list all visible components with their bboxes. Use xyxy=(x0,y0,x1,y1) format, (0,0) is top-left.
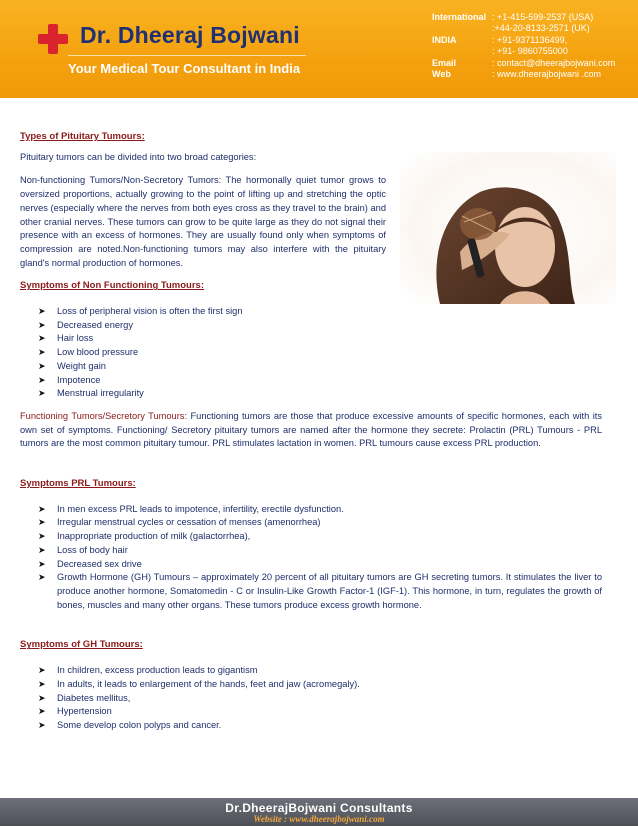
arrow-bullet-icon: ➤ xyxy=(38,706,46,717)
list-item: ➤ Decreased energy xyxy=(38,319,602,333)
arrow-bullet-icon: ➤ xyxy=(38,692,46,703)
arrow-bullet-icon: ➤ xyxy=(38,531,46,542)
gh-symptoms-heading: Symptoms of GH Tumours: xyxy=(20,639,143,651)
brand-name: Dr. Dheeraj Bojwani xyxy=(80,22,300,48)
list-item: ➤ Hair loss xyxy=(38,332,602,346)
arrow-bullet-icon: ➤ xyxy=(38,374,46,385)
list-item: ➤ Growth Hormone (GH) Tumours – approximately 20 percent of all pituitary tumors are GH secreting tumors. It stimulates the liver to produce another hormone, Somatomedin - C or Insulin-Like Growth Factor-1 (IGF-1). This hormone, in turn, regulates the growth of bones, muscles and many other organs. These tumors produce excess growth hormone. xyxy=(38,572,602,610)
functioning-paragraph xyxy=(20,410,602,451)
list-item: ➤ Menstrual irregularity xyxy=(38,387,602,401)
arrow-bullet-icon: ➤ xyxy=(38,719,46,730)
list-item: ➤ Irregular menstrual cycles or cessation of menses (amenorrhea) xyxy=(38,516,602,530)
arrow-bullet-icon: ➤ xyxy=(38,572,46,583)
gh-symptoms-list xyxy=(20,664,602,733)
arrow-bullet-icon: ➤ xyxy=(38,558,46,569)
types-intro: Pituitary tumors can be divided into two broad categories: xyxy=(20,151,257,162)
arrow-bullet-icon: ➤ xyxy=(38,665,46,676)
page-header: Dr. Dheeraj Bojwani Your Medical Tour Consultant in India International : +1-415-599-2537 (USA) :+44-20-8133-2571 (UK) INDIA : +91-9371136499, : +91- 9860755000 Email : contact@dheerajbojwani.com Web : www.dheerajbojwani .com xyxy=(0,0,638,98)
footer-website[interactable]: Website : www.dheerajbojwani.com xyxy=(253,814,385,824)
email-link[interactable]: : contact@dheerajbojwani.com xyxy=(492,57,616,68)
list-item: ➤ In men excess PRL leads to impotence, infertility, erectile dysfunction. xyxy=(38,503,602,517)
web-link[interactable]: : www.dheerajbojwani .com xyxy=(492,68,602,79)
list-item: ➤ Hypertension xyxy=(38,705,602,719)
nonfunctioning-paragraph: Non-functioning Tumors/Non-Secretory Tumors: The hormonally quiet tumor grows to oversized proportions, actually growing to the point of lifting up and stretching the optic nerves (especially where the nerves from both eyes cross as they travel to the brain) and other cranial nerves. These tumors can grow to be quite large as they do not signal their presence with an excess of hormones. They are usually found only when symptoms of compression are noted.Non-functioning tumors may also interfere with the pituitary gland's normal production of hormones. xyxy=(20,175,386,268)
arrow-bullet-icon: ➤ xyxy=(38,319,46,330)
nonfunctioning-symptoms-list xyxy=(20,305,602,401)
brand-divider xyxy=(68,55,306,56)
page-footer xyxy=(0,798,638,826)
arrow-bullet-icon: ➤ xyxy=(38,517,46,528)
document-body xyxy=(20,130,602,733)
arrow-bullet-icon: ➤ xyxy=(38,678,46,689)
functioning-lead: Functioning Tumors/Secretory Tumours: xyxy=(20,410,188,421)
list-item: ➤ Inappropriate production of milk (galactorrhea), xyxy=(38,530,602,544)
woman-with-hairbrush-photo xyxy=(400,152,616,304)
list-item: ➤ Some develop colon polyps and cancer. xyxy=(38,719,602,733)
list-item: ➤ Low blood pressure xyxy=(38,346,602,360)
arrow-bullet-icon: ➤ xyxy=(38,333,46,344)
list-item: ➤ Loss of peripheral vision is often the first sign xyxy=(38,305,602,319)
prl-symptoms-list xyxy=(20,503,602,613)
arrow-bullet-icon: ➤ xyxy=(38,360,46,371)
brand-tagline: Your Medical Tour Consultant in India xyxy=(68,61,301,76)
types-heading: Types of Pituitary Tumours: xyxy=(20,131,145,142)
arrow-bullet-icon: ➤ xyxy=(38,347,46,358)
list-item: ➤ Decreased sex drive xyxy=(38,558,602,572)
list-item: ➤ Weight gain xyxy=(38,360,602,374)
nonfunctioning-symptoms-heading: Symptoms of Non Functioning Tumours: xyxy=(20,280,205,292)
list-item: ➤ In adults, it leads to enlargement of the hands, feet and jaw (acromegaly). xyxy=(38,678,602,692)
arrow-bullet-icon: ➤ xyxy=(38,544,46,555)
arrow-bullet-icon: ➤ xyxy=(38,388,46,399)
arrow-bullet-icon: ➤ xyxy=(38,503,46,514)
medical-cross-icon xyxy=(38,24,68,54)
list-item: ➤ Diabetes mellitus, xyxy=(38,692,602,706)
arrow-bullet-icon: ➤ xyxy=(38,306,46,317)
functioning-body: Functioning tumors are those that produce excessive amounts of specific hormones, each with its own set of symptoms. Functioning/ Secretory pituitary tumors are named after the hormone they secrete: Prolactin (PRL) Tumours - PRL tumors are the most common pituitary tumour. PRL stimulates lactation in women. PRL tumours cause excess PRL production. xyxy=(20,410,602,449)
prl-symptoms-heading: Symptoms PRL Tumours: xyxy=(20,478,136,490)
list-item: ➤ In children, excess production leads to gigantism xyxy=(38,664,602,678)
list-item: ➤ Loss of body hair xyxy=(38,544,602,558)
list-item: ➤ Impotence xyxy=(38,374,602,388)
footer-company-name: Dr.DheerajBojwani Consultants xyxy=(225,801,413,815)
